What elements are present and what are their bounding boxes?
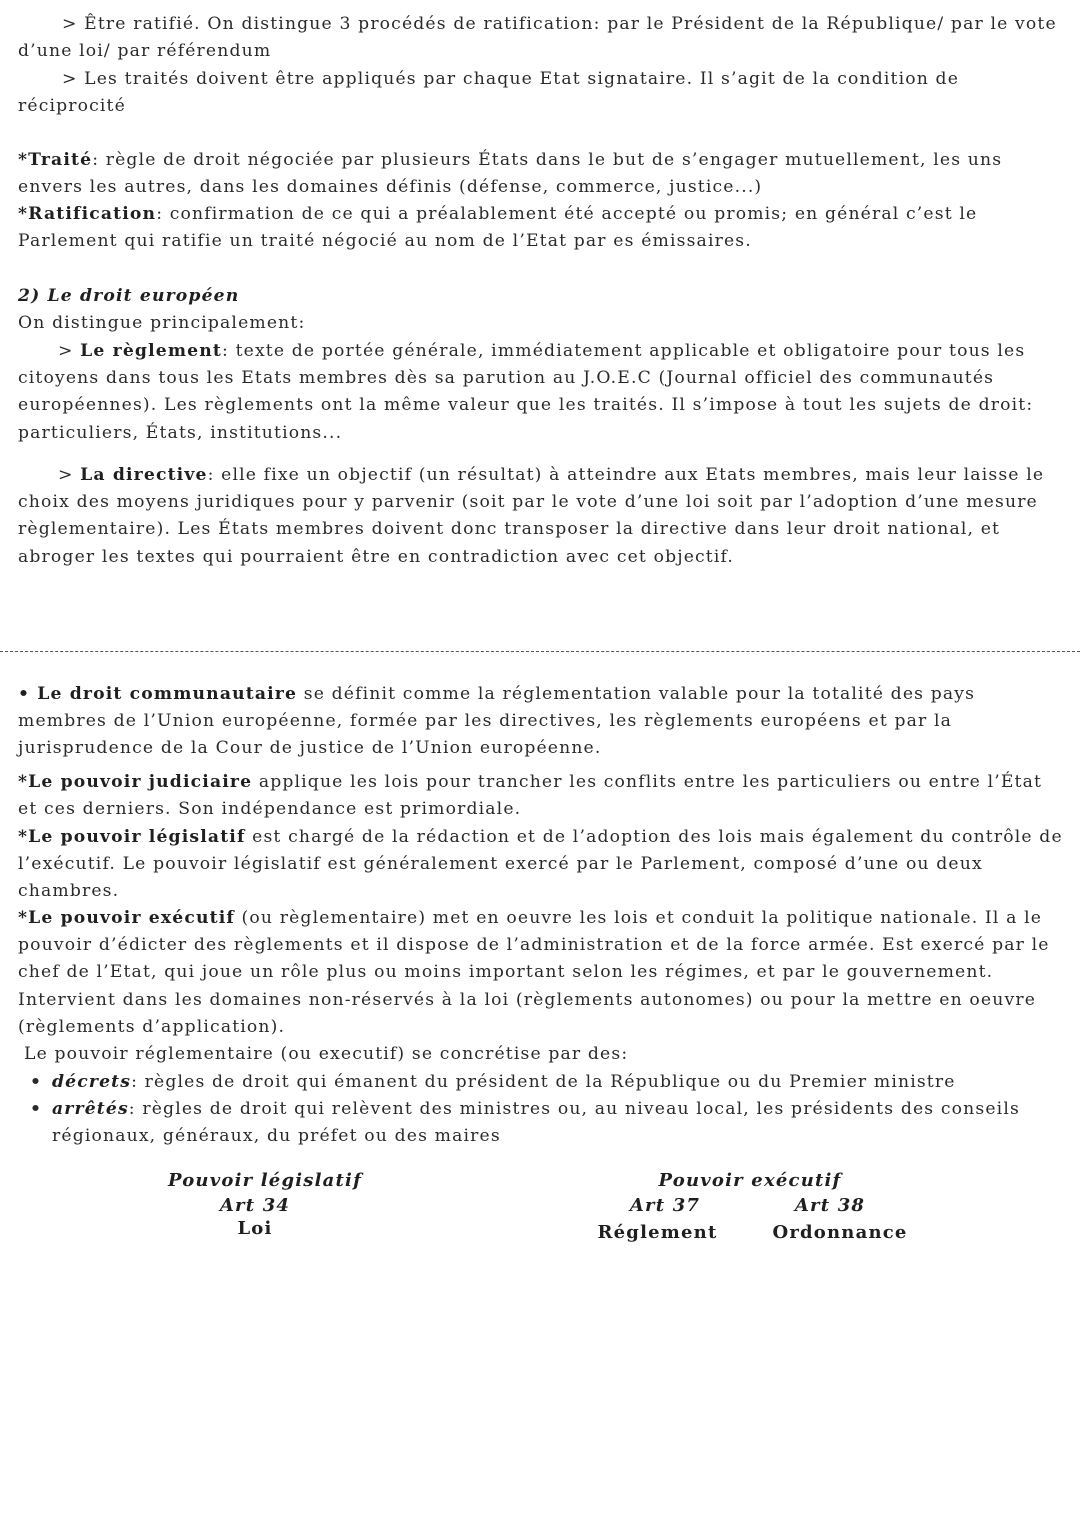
table-title-legislatif: Pouvoir législatif bbox=[167, 1170, 363, 1191]
term-ratification: *Ratification bbox=[18, 204, 157, 224]
reglementaire-list bbox=[30, 1069, 1070, 1151]
table-value-reglement: Réglement bbox=[597, 1222, 718, 1243]
ratification-item-1 bbox=[18, 11, 1068, 65]
directive-prefix: > bbox=[58, 465, 81, 485]
ratification-text-2: > Les traités doivent être appliqués par chaque Etat signataire. Il s’agit de la condition de réciprocité bbox=[18, 69, 960, 117]
pouvoir-judiciaire bbox=[18, 769, 1068, 823]
eu-directive bbox=[18, 462, 1068, 571]
term-decrets: décrets bbox=[52, 1072, 132, 1092]
decrets-text: : règles de droit qui émanent du président de la République ou du Premier ministre bbox=[131, 1072, 956, 1092]
term-reglement: Le règlement bbox=[80, 341, 223, 361]
term-directive: La directive bbox=[80, 465, 208, 485]
list-item-decrets bbox=[30, 1069, 1070, 1096]
droit-communautaire bbox=[18, 681, 1068, 763]
term-pouvoir-executif: *Le pouvoir exécutif bbox=[18, 908, 235, 928]
droit-communautaire-text: se définit comme la réglementation valable pour la totalité des pays membres de l’Union européenne, formée par les directives, les règlements européens et par la jurisprudence de la Cour de justice de l’Union européenne. bbox=[18, 684, 976, 759]
dashed-separator bbox=[0, 651, 1080, 652]
pouvoir-executif bbox=[18, 905, 1068, 1041]
table-value-ordonnance: Ordonnance bbox=[772, 1222, 908, 1243]
directive-text: : elle fixe un objectif (un résultat) à atteindre aux Etats membres, mais leur laisse le choix des moyens juridiques pour y parvenir (soit par le vote d’une loi soit par l’adoption d’une mesure règlementaire). Les États membres doivent donc transposer la directive dans leur droit national, et abroger les textes qui pourraient être en contradiction avec cet objectif. bbox=[18, 465, 1045, 567]
table-art-34: Art 34 bbox=[219, 1195, 291, 1216]
pouvoir-reglementaire-intro: Le pouvoir réglementaire (ou executif) se concrétise par des: bbox=[24, 1044, 629, 1064]
list-item-arretes bbox=[30, 1096, 1070, 1150]
pouvoir-judiciaire-text: applique les lois pour trancher les conflits entre les particuliers ou entre l’État et ces derniers. Son indépendance est primordiale. bbox=[18, 772, 1043, 820]
eu-intro: On distingue principalement: bbox=[18, 313, 306, 333]
table-title-executif: Pouvoir exécutif bbox=[658, 1170, 842, 1191]
section-heading-droit-europeen: 2) Le droit européen bbox=[18, 286, 240, 306]
eu-reglement bbox=[18, 338, 1068, 447]
definition-traite-text: : règle de droit négociée par plusieurs États dans le but de s’engager mutuellement, les uns envers les autres, dans les domaines définis (défense, commerce, justice...) bbox=[18, 150, 1003, 198]
definition-traite bbox=[18, 147, 1068, 201]
term-traite: *Traité bbox=[18, 150, 93, 170]
reglement-text: : texte de portée générale, immédiatement applicable et obligatoire pour tous les citoyens dans tous les Etats membres dès sa parution au J.O.E.C (Journal officiel des communautés européennes). Les règlements ont la même valeur que les traités. Il s’impose à tout les sujets de droit: particuliers, États, institutions... bbox=[18, 341, 1034, 443]
pouvoir-legislatif-text: est chargé de la rédaction et de l’adoption des lois mais également du contrôle de l’exécutif. Le pouvoir législatif est généralement exercé par le Parlement, composé d’une ou deux chambres. bbox=[18, 827, 1063, 902]
term-droit-communautaire: Le droit communautaire bbox=[37, 684, 298, 704]
ratification-text-1: > Être ratifié. On distingue 3 procédés de ratification: par le Président de la République/ par le vote d’une loi/ par référendum bbox=[18, 14, 1057, 62]
definition-ratification-text: : confirmation de ce qui a préalablement été accepté ou promis; en général c’est le Parlement qui ratifie un traité négocié au nom de l’Etat par es émissaires. bbox=[18, 204, 978, 252]
table-art-38: Art 38 bbox=[794, 1195, 866, 1216]
term-pouvoir-legislatif: *Le pouvoir législatif bbox=[18, 827, 246, 847]
table-art-37: Art 37 bbox=[629, 1195, 701, 1216]
reglement-prefix: > bbox=[58, 341, 81, 361]
pouvoir-legislatif bbox=[18, 824, 1068, 906]
pouvoir-executif-text: (ou règlementaire) met en oeuvre les lois et conduit la politique nationale. Il a le pouvoir d’édicter des règlements et il dispose de l’administration et de la force armée. Est exercé par le chef de l’Etat, qui joue un rôle plus ou moins important selon les régimes, et par le gouvernement. Intervient dans les domaines non-réservés à la loi (règlements autonomes) ou pour la mettre en oeuvre (règlements d’application). bbox=[18, 908, 1050, 1037]
term-pouvoir-judiciaire: *Le pouvoir judiciaire bbox=[18, 772, 253, 792]
definition-ratification bbox=[18, 201, 1068, 255]
bullet-icon: • bbox=[18, 684, 38, 704]
arretes-text: : règles de droit qui relèvent des ministres ou, au niveau local, les présidents des conseils régionaux, généraux, du préfet ou des maires bbox=[52, 1099, 1020, 1147]
ratification-item-2 bbox=[18, 66, 1068, 120]
term-arretes: arrêtés bbox=[52, 1099, 129, 1120]
table-value-loi: Loi bbox=[237, 1218, 273, 1239]
